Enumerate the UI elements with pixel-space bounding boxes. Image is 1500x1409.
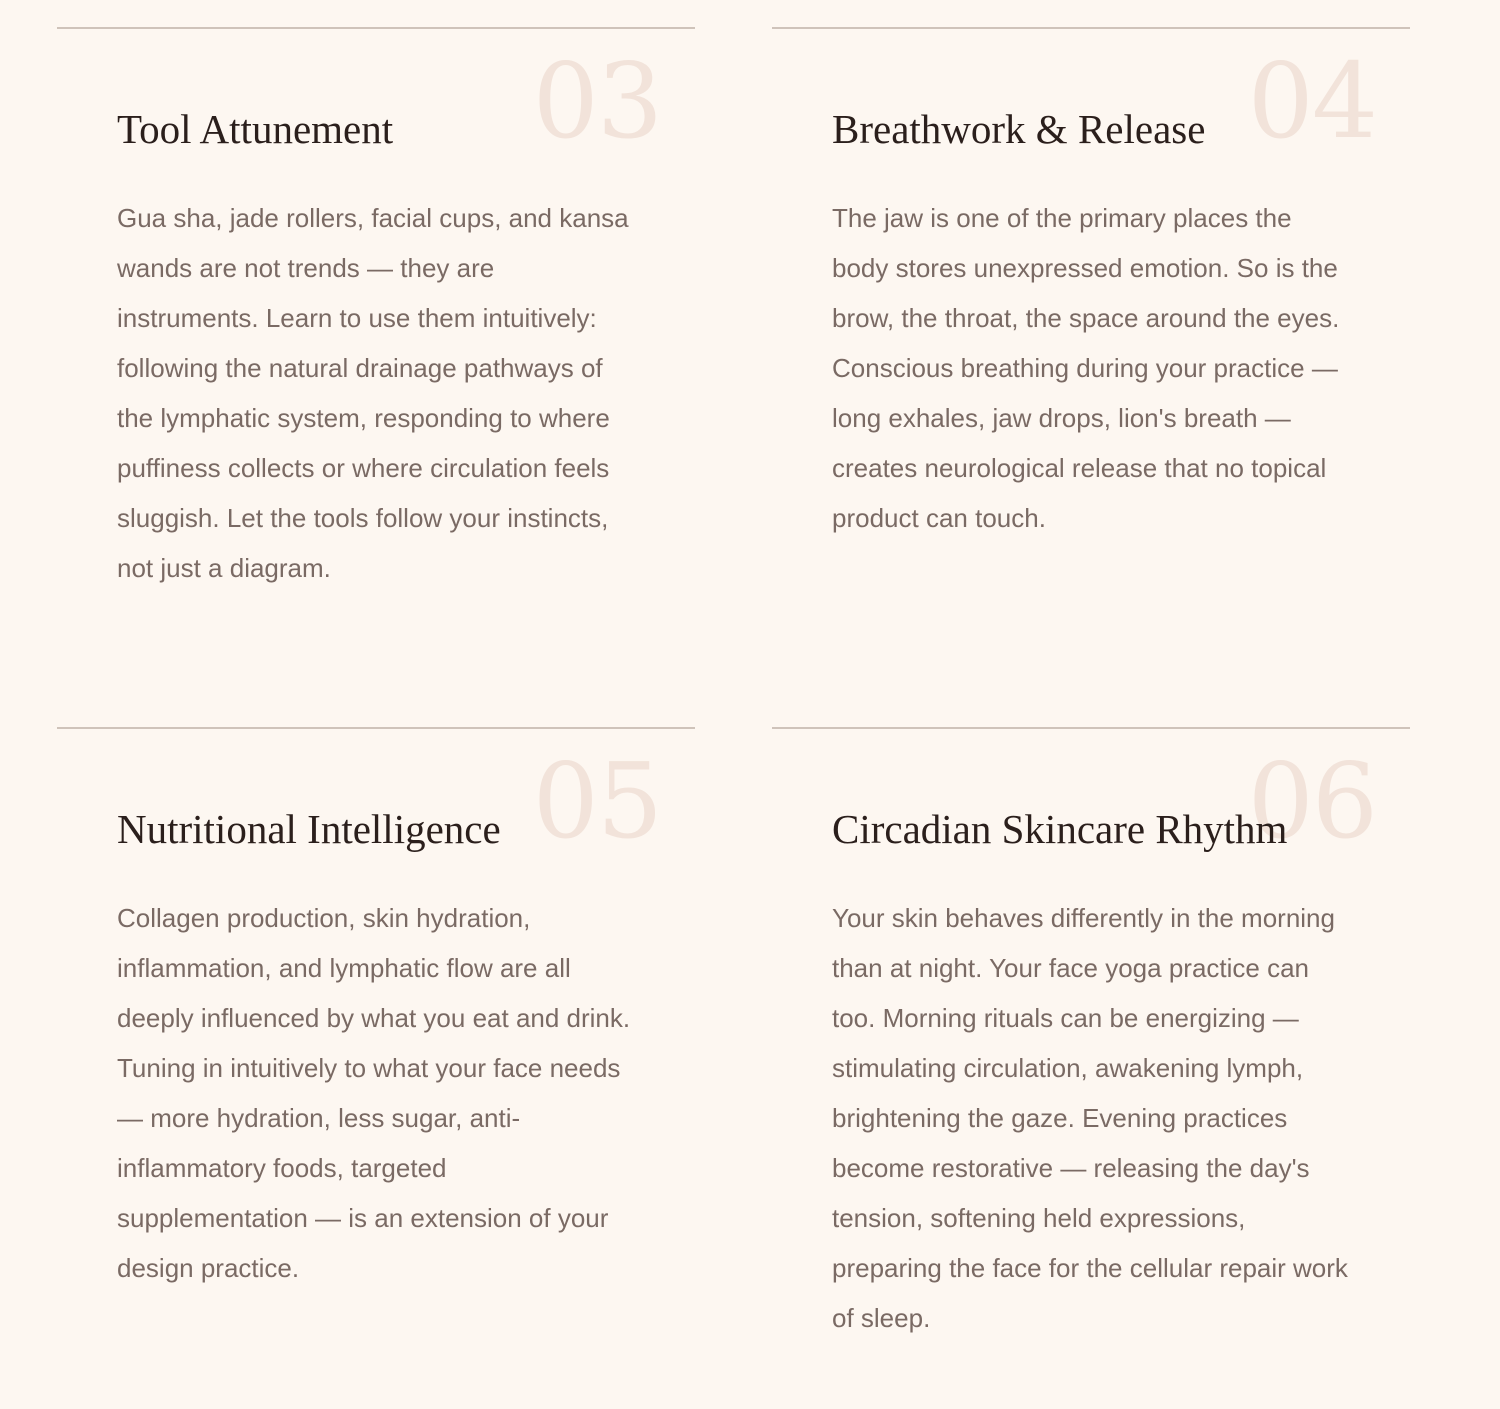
card-body: Your skin behaves differently in the morning than at night. Your face yoga practice can too. Morning rituals can be energizing — stimulating circulation, awakening lymph, brightening the gaze. Evening practices become restorative — releasing the day's tension, softening held expressions, preparing the face for the cellular repair work of sleep. [832, 903, 1348, 1333]
card-nutritional-intelligence [57, 727, 695, 1367]
card-tool-attunement [57, 27, 695, 667]
card-body: Gua sha, jade rollers, facial cups, and kansa wands are not trends — they are instruments. Learn to use them intuitively: following the natural drainage pathways of the lymphatic system, responding to where puffiness collects or where circulation feels sluggish. Let the tools follow your instincts, not just a diagram. [117, 203, 629, 583]
card-title: Nutritional Intelligence [117, 806, 501, 852]
card-title: Tool Attunement [117, 106, 394, 152]
card-title: Circadian Skincare Rhythm [832, 806, 1288, 852]
card-breathwork-release [772, 27, 1410, 667]
card-number: 03 [532, 40, 661, 162]
card-number: 06 [1247, 740, 1376, 862]
card-title: Breathwork & Release [832, 106, 1206, 152]
card-number: 05 [532, 740, 661, 862]
card-number: 04 [1247, 40, 1376, 162]
card-body: Collagen production, skin hydration, inflammation, and lymphatic flow are all deeply influenced by what you eat and drink. Tuning in intuitively to what your face needs — more hydration, less sugar, anti-inflammatory foods, targeted supplementation — is an extension of your design practice. [117, 903, 631, 1283]
card-circadian-skincare-rhythm [772, 727, 1410, 1367]
card-body: The jaw is one of the primary places the body stores unexpressed emotion. So is the brow, the throat, the space around the eyes. Conscious breathing during your practice — long exhales, jaw drops, lion's breath — creates neurological release that no topical product can touch. [832, 203, 1340, 533]
